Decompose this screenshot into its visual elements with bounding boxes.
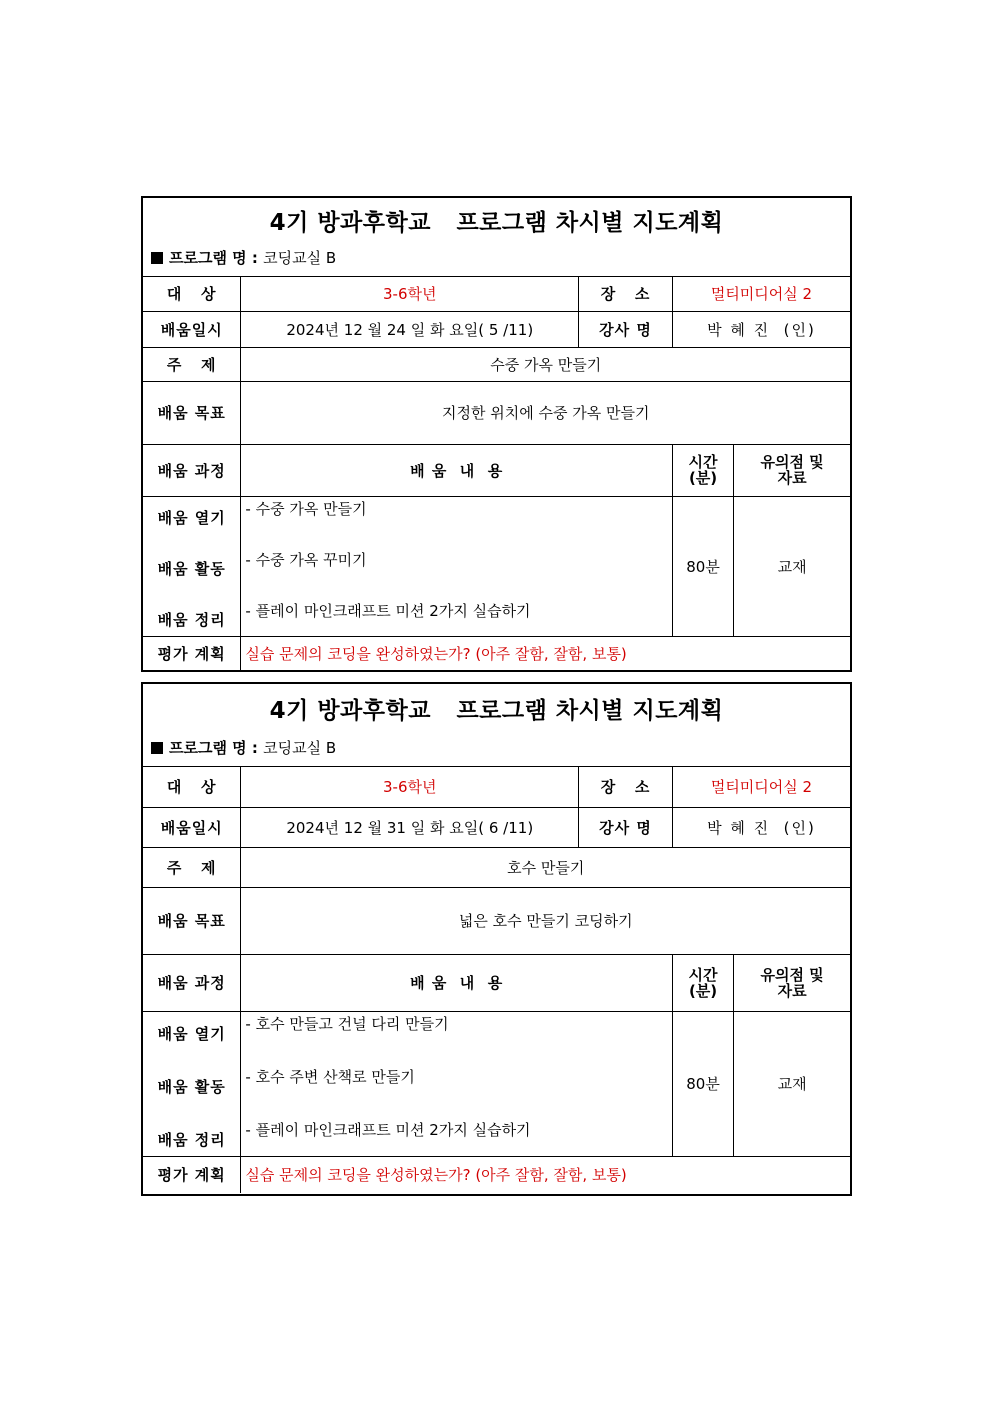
program-name: 코딩교실 B: [263, 739, 337, 757]
step-contents: [241, 1011, 673, 1156]
date-value: 2024년 12 월 31 일 화 요일( 6 /11): [241, 807, 579, 847]
eval-value: 실습 문제의 코딩을 완성하였는가? (아주 잘함, 잘함, 보통): [241, 1156, 850, 1193]
target-label: 대 상: [143, 767, 241, 807]
program-name: 코딩교실 B: [263, 249, 337, 267]
teacher-label: 강사 명: [579, 311, 673, 347]
notes-value: 교재: [734, 496, 850, 636]
topic-label: 주 제: [143, 347, 241, 381]
plan-header: [143, 684, 850, 767]
step-content-wrapup: - 플레이 마인크래프트 미션 2가지 실습하기: [245, 601, 531, 620]
process-label: 배움 과정: [143, 954, 241, 1011]
goal-label: 배움 목표: [143, 381, 241, 444]
step-label-activity: 배움 활동: [157, 560, 226, 578]
topic-label: 주 제: [143, 847, 241, 887]
eval-label: 평가 계획: [143, 636, 241, 670]
teacher-value: 박 혜 진 (인): [672, 311, 850, 347]
time-header: 시간 (분): [672, 954, 733, 1011]
time-value: 80분: [672, 496, 733, 636]
date-value: 2024년 12 월 24 일 화 요일( 5 /11): [241, 311, 579, 347]
step-labels: [143, 1011, 241, 1156]
square-bullet-icon: [151, 252, 163, 264]
target-value: 3-6학년: [241, 767, 579, 807]
program-name-line: [151, 737, 336, 758]
plan-table: [143, 767, 850, 1193]
target-value: 3-6학년: [241, 277, 579, 311]
topic-value: 수중 가옥 만들기: [241, 347, 850, 381]
step-content-activity: - 수중 가옥 꾸미기: [245, 550, 367, 569]
plan-table: [143, 277, 850, 670]
step-labels: [143, 496, 241, 636]
time-header: 시간 (분): [672, 444, 733, 496]
program-name-line: [151, 247, 336, 268]
topic-value: 호수 만들기: [241, 847, 850, 887]
step-content-open: - 호수 만들고 건널 다리 만들기: [245, 1014, 449, 1033]
place-label: 장 소: [579, 767, 673, 807]
step-label-wrapup: 배움 정리: [157, 611, 226, 629]
plan-title: 4기 방과후학교 프로그램 차시별 지도계획: [269, 698, 724, 724]
notes-value: 교재: [734, 1011, 850, 1156]
eval-value: 실습 문제의 코딩을 완성하였는가? (아주 잘함, 잘함, 보통): [241, 636, 850, 670]
process-label: 배움 과정: [143, 444, 241, 496]
notes-header: 유의점 및 자료: [734, 954, 850, 1011]
step-label-activity: 배움 활동: [157, 1077, 226, 1096]
step-content-open: - 수중 가옥 만들기: [245, 499, 367, 518]
teacher-label: 강사 명: [579, 807, 673, 847]
plan-header: [143, 198, 850, 277]
target-label: 대 상: [143, 277, 241, 311]
time-value: 80분: [672, 1011, 733, 1156]
teacher-value: 박 혜 진 (인): [672, 807, 850, 847]
date-label: 배움일시: [143, 311, 241, 347]
content-header: 배 움 내 용: [241, 444, 673, 496]
lesson-plan-1: [141, 196, 852, 672]
eval-label: 평가 계획: [143, 1156, 241, 1193]
notes-header: 유의점 및 자료: [734, 444, 850, 496]
step-label-wrapup: 배움 정리: [157, 1130, 226, 1149]
goal-label: 배움 목표: [143, 887, 241, 954]
content-header: 배 움 내 용: [241, 954, 673, 1011]
plan-title: 4기 방과후학교 프로그램 차시별 지도계획: [269, 210, 724, 236]
lesson-plan-2: [141, 682, 852, 1196]
step-label-open: 배움 열기: [157, 509, 226, 527]
program-label: 프로그램 명 :: [169, 739, 264, 757]
place-value: 멀티미디어실 2: [672, 277, 850, 311]
step-content-activity: - 호수 주변 산책로 만들기: [245, 1067, 415, 1086]
goal-value: 지정한 위치에 수중 가옥 만들기: [241, 381, 850, 444]
place-value: 멀티미디어실 2: [672, 767, 850, 807]
step-contents: [241, 496, 673, 636]
date-label: 배움일시: [143, 807, 241, 847]
goal-value: 넓은 호수 만들기 코딩하기: [241, 887, 850, 954]
step-content-wrapup: - 플레이 마인크래프트 미션 2가지 실습하기: [245, 1120, 531, 1139]
step-label-open: 배움 열기: [157, 1024, 226, 1043]
program-label: 프로그램 명 :: [169, 249, 264, 267]
square-bullet-icon: [151, 742, 163, 754]
place-label: 장 소: [579, 277, 673, 311]
